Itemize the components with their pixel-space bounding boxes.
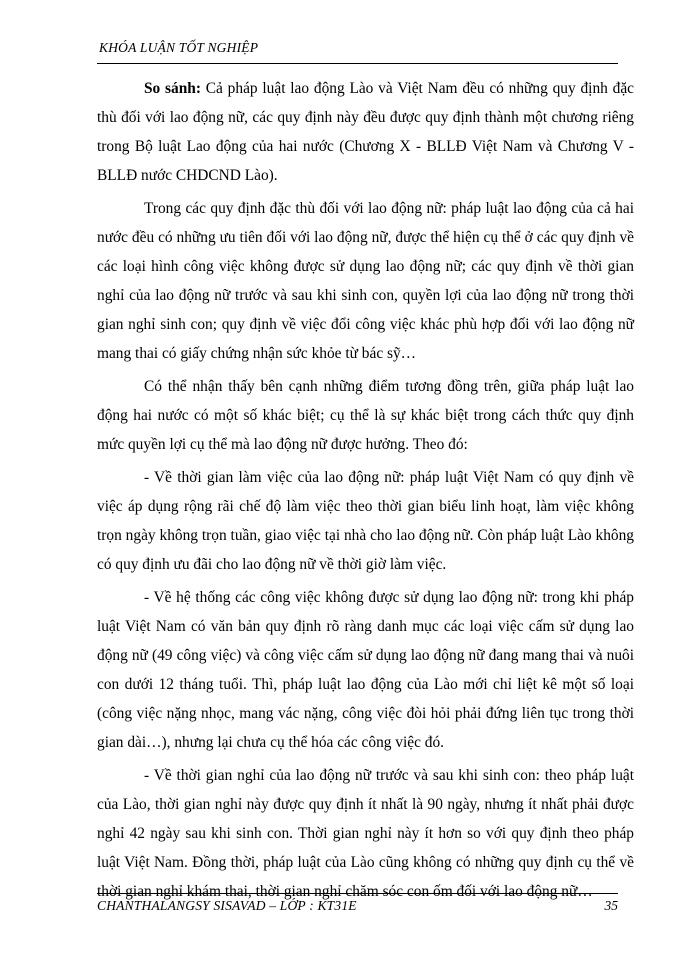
footer-author: CHANTHALANGSY SISAVAD – LỚP : KT31E: [97, 898, 357, 913]
header-divider: [97, 63, 618, 64]
comparison-lead: So sánh:: [144, 80, 201, 97]
paragraph-differences: Có thể nhận thấy bên cạnh những điểm tương đồng trên, giữa pháp luật lao động hai nước có một số khác biệt; cụ thể là sự khác biệt trong cách thức quy định mức quyền lợi cụ thể mà lao động nữ được hưởng. Theo đó:: [97, 378, 634, 453]
comparison-text: Cả pháp luật lao động Lào và Việt Nam đều có những quy định đặc thù đối với lao động nữ, các quy định này đều được quy định thành một chương riêng trong Bộ luật Lao động của hai nước (Chương X - BLLĐ Việt Nam và Chương V - BLLĐ nước CHDCND Lào).: [97, 80, 634, 184]
paragraph-special-rules: Trong các quy định đặc thù đối với lao động nữ: pháp luật lao động của cả hai nước đều có những ưu tiên đối với lao động nữ, được thể hiện cụ thể ở các quy định về các loại hình công việc không được sử dụng lao động nữ; các quy định về thời gian nghỉ của lao động nữ trước và sau khi sinh con, quyền lợi của lao động nữ trong thời gian nghỉ sinh con; quy định về việc đổi công việc khác phù hợp đối với lao động nữ mang thai có giấy chứng nhận sức khỏe từ bác sỹ…: [97, 200, 634, 362]
paragraph-prohibited-jobs: - Về hệ thống các công việc không được sử dụng lao động nữ: trong khi pháp luật Việt Nam có văn bản quy định rõ ràng danh mục các loại việc cấm sử dụng lao động nữ (49 công việc) và công việc cấm sử dụng lao động nữ đang mang thai và nuôi con dưới 12 tháng tuổi. Thì, pháp luật lao động của Lào mới chỉ liệt kê một số loại (công việc nặng nhọc, mang vác nặng, công việc đòi hỏi phải đứng liên tục trong thời gian dài…), nhưng lại chưa cụ thể hóa các công việc đó.: [97, 589, 634, 751]
running-header: KHÓA LUẬN TỐT NGHIỆP: [99, 40, 259, 55]
paragraph-comparison: [97, 74, 634, 190]
footer-divider: [97, 893, 618, 894]
paragraph-maternity-leave: - Về thời gian nghỉ của lao động nữ trước và sau khi sinh con: theo pháp luật của Lào, thời gian nghỉ này được quy định ít nhất là 90 ngày, nhưng ít nhất phải được nghỉ 42 ngày sau khi sinh con. Thời gian nghỉ này ít hơn so với quy định theo pháp luật Việt Nam. Đồng thời, pháp luật của Lào cũng không có những quy định cụ thể về thời gian nghỉ khám thai, thời gian nghỉ chăm sóc con ốm đối với lao động nữ…: [97, 767, 634, 900]
page-number: 35: [604, 898, 618, 913]
paragraph-working-time: - Về thời gian làm việc của lao động nữ: pháp luật Việt Nam có quy định về việc áp dụng rộng rãi chế độ làm việc theo thời gian biểu linh hoạt, làm việc không trọn ngày không trọn tuần, giao việc tại nhà cho lao động nữ. Còn pháp luật Lào không có quy định ưu đãi cho lao động nữ về thời giờ làm việc.: [97, 469, 634, 573]
page-body: [97, 74, 634, 910]
